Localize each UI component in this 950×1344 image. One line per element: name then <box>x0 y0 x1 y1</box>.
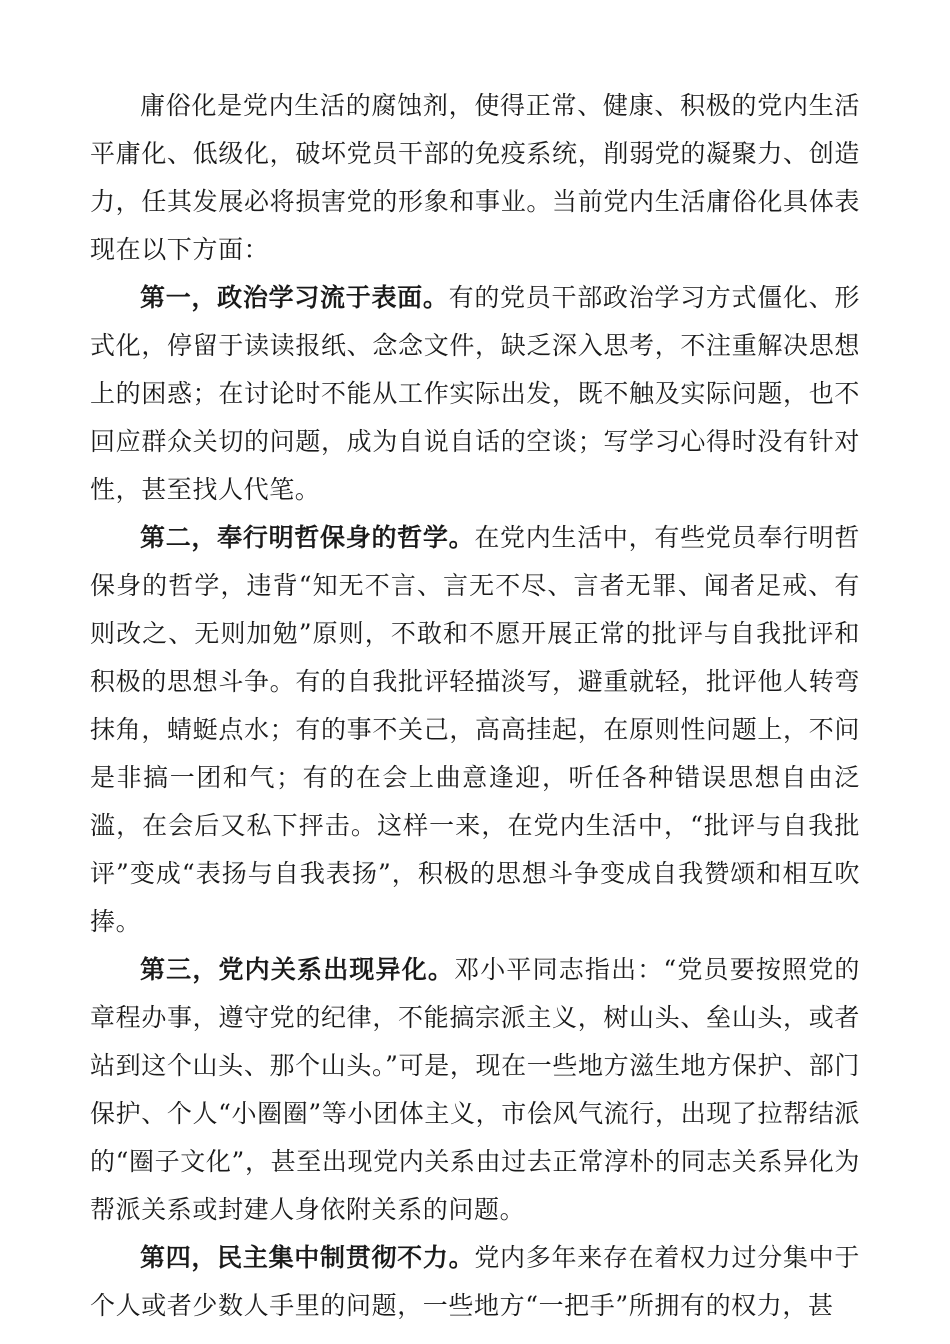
paragraph-text: 在党内生活中，有些党员奉行明哲保身的哲学，违背“知无不言、言无不尽、言者无罪、闻者足戒、有则改之、无则加勉”原则，不敢和不愿开展正常的批评与自我批评和积极的思想斗争。有的自我批评轻描淡写，避重就轻，批评他人转弯抹角，蜻蜓点水；有的事不关己，高高挂起，在原则性问题上，不问是非搞一团和气；有的在会上曲意逢迎，听任各种错误思想自由泛滥，在会后又私下抨击。这样一来，在党内生活中，“批评与自我批评”变成“表扬与自我表扬”，积极的思想斗争变成自我赞颂和相互吹捧。 <box>90 523 860 936</box>
paragraph-text: 邓小平同志指出：“党员要按照党的章程办事，遵守党的纪律，不能搞宗派主义，树山头、垒山头，或者站到这个山头、那个山头。”可是，现在一些地方滋生地方保护、部门保护、个人“小圈圈”等小团体主义，市侩风气流行，出现了拉帮结派的“圈子文化”，甚至出现党内关系由过去正常淳朴的同志关系异化为帮派关系或封建人身依附关系的问题。 <box>90 955 861 1224</box>
paragraph-text: 有的党员干部政治学习方式僵化、形式化，停留于读读报纸、念念文件，缺乏深入思考，不注重解决思想上的困惑；在讨论时不能从工作实际出发，既不触及实际问题，也不回应群众关切的问题，成为自说自话的空谈；写学习心得时没有针对性，甚至找人代笔。 <box>90 283 860 504</box>
paragraph-point-1 <box>90 274 860 514</box>
document-body <box>90 82 860 1330</box>
paragraph-heading: 第二，奉行明哲保身的哲学。 <box>140 523 475 552</box>
paragraph-heading: 第四，民主集中制贯彻不力。 <box>140 1243 475 1272</box>
paragraph-intro <box>90 82 860 274</box>
paragraph-heading: 第三，党内关系出现异化。 <box>140 955 455 984</box>
paragraph-text: 党内多年来存在着权力过分集中于个人或者少数人手里的问题，一些地方“一把手”所拥有的权力，甚 <box>90 1243 860 1320</box>
paragraph-point-2 <box>90 514 860 946</box>
paragraph-heading: 第一，政治学习流于表面。 <box>140 283 449 312</box>
paragraph-point-4 <box>90 1234 860 1330</box>
paragraph-point-3 <box>90 946 860 1234</box>
paragraph-text: 庸俗化是党内生活的腐蚀剂，使得正常、健康、积极的党内生活平庸化、低级化，破坏党员干部的免疫系统，削弱党的凝聚力、创造力，任其发展必将损害党的形象和事业。当前党内生活庸俗化具体表现在以下方面： <box>90 91 860 264</box>
